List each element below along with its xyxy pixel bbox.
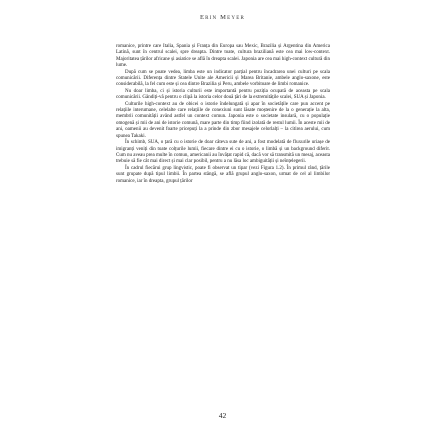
body-text <box>116 44 330 185</box>
running-head: Erin Meyer <box>199 14 246 21</box>
page-number: 42 <box>218 411 227 420</box>
paragraph: În schimb, SUA, o țară cu o istorie de doar câteva sute de ani, a fost modelată de fluxurile uriașe de imigranți veniți din toate colțurile lumii, fiecare dintre ei cu o istorie, o limbă și un background diferit. Cum nu aveau prea multe în comun, americanii au învățat rapid că, dacă vor să transmită un mesaj, aceasta trebuie să fie cât mai direct și mai clar posibil, pentru a nu lăsa loc ambiguității și neînțelegerii. <box>116 140 330 165</box>
paragraph: După cum se poate vedea, limba este un indicator parțial pentru încadrarea unei culturi pe scala comunicării. Diferența dintre Statele Unite ale Americii și Marea Britanie, ambele anglo-saxone, este considerabilă, la fel cum este și cea dintre Brazilia și Peru, ambele vorbitoare de limbi romanice. <box>116 69 330 88</box>
paragraph: romanice, printre care Italia, Spania și Franța din Europa sau Mexic, Brazilia și Argentina din America Latină, sunt în centrul scalei, spre dreapta. Dintre toate, cultura braziliană este cea mai low-context. Majoritatea țărilor africane și asiatice se află în dreapta scalei. Japonia are cea mai high-context cultură din lume. <box>116 44 330 69</box>
paragraph: Nu doar limba, ci și istoria culturii este importantă pentru poziția ocupată de aceasta pe scala comunicării. Gândiți-vă pentru o clipă la istoria celor două țări de la extremitățile scalei, SUA și Japonia. <box>116 88 330 101</box>
paragraph: Culturile high-context au de obicei o istorie îndelungată și apar în societățile care pun accent pe relațiile interumane, celelalte care relațiile de conexiuni sunt lăsate moștenire de la o generație la alta, membrii comunității având astfel un context comun. Japonia este o societate insulară, cu o populație omogenă și mii de ani de istorie comună, mare parte din timp fiind izolată de restul lumii. În aceste mii de ani, oamenii au devenit foarte pricepuți la a prinde din zbor mesajele celorlalți – la citirea aerului, cum spunea Takaki. <box>116 101 330 139</box>
paragraph: În cadrul fiecărui grup lingvistic, poate fi observat un tipar (vezi Figura 1.2). În primul rând, țările sunt grupate după tipul limbii. În partea stângă, se află grupul anglo-saxon, urmat de cel al limbilor romanice, iar în dreapta, grupul țărilor <box>116 165 330 184</box>
